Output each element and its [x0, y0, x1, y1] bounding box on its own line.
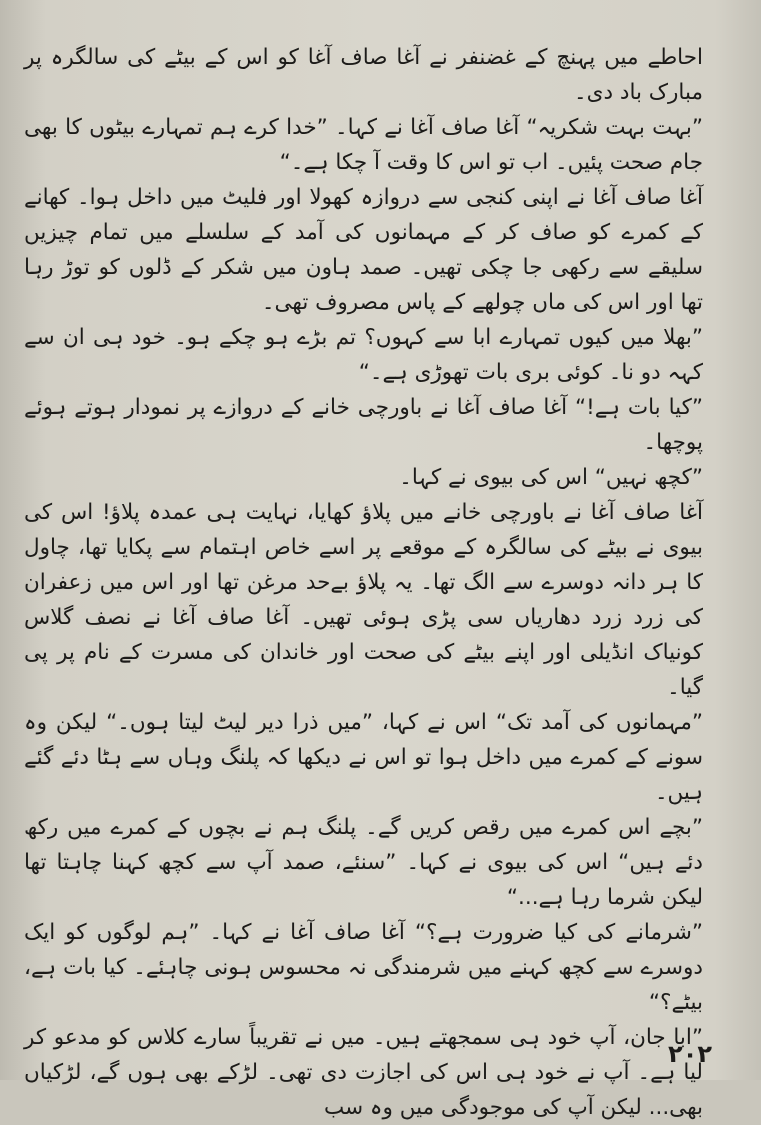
paragraph-8: ”مہمانوں کی آمد تک“ اس نے کہا، ”میں ذرا دیر لیٹ لیتا ہوں۔“ لیکن وہ سونے کے کمرے میں داخل ہوا تو اس نے دیکھا کہ پلنگ وہاں سے ہٹا دئے گئے ہیں۔ — [24, 710, 703, 805]
paragraph-3: آغا صاف آغا نے اپنی کنجی سے دروازہ کھولا اور فلیٹ میں داخل ہوا۔ کھانے کے کمرے کو صاف کر کے مہمانوں کی آمد کے سلسلے میں تمام چیزیں سلیقے سے رکھی جا چکی تھیں۔ صمد ہاون میں شکر کے ڈلوں کو توڑ رہا تھا اور اس کی ماں چولھے کے پاس مصروف تھی۔ — [24, 185, 703, 315]
paragraph-1: احاطے میں پہنچ کے غضنفر نے آغا صاف آغا کو اس کے بیٹے کی سالگرہ پر مبارک باد دی۔ — [24, 45, 703, 105]
paragraph-11: ”ابا جان، آپ خود ہی سمجھتے ہیں۔ میں نے تقریباً سارے کلاس کو مدعو کر لیا ہے۔ آپ نے خود ہی اس کی اجازت دی تھی۔ لڑکے بھی ہوں گے، لڑکیاں بھی... لیکن آپ کی موجودگی میں وہ سب — [24, 1025, 703, 1120]
paragraph-6: ”کچھ نہیں“ اس کی بیوی نے کہا۔ — [399, 465, 703, 490]
paragraph-7: آغا صاف آغا نے باورچی خانے میں پلاؤ کھایا، نہایت ہی عمدہ پلاؤ! اس کی بیوی نے بیٹے کی سالگرہ کے موقعے پر اسے خاص اہتمام سے پکایا تھا، چاول کا ہر دانہ دوسرے سے الگ تھا۔ یہ پلاؤ بےحد مرغن تھا اور اس میں زعفران کی زرد زرد دھاریاں سی پڑی ہوئی تھیں۔ آغا صاف آغا نے نصف گلاس کونیاک انڈیلی اور اپنے بیٹے کی صحت اور خاندان کی مسرت کے نام پر پی گیا۔ — [24, 500, 703, 700]
paragraph-4: ”بھلا میں کیوں تمہارے ابا سے کہوں؟ تم بڑے ہو چکے ہو۔ خود ہی ان سے کہہ دو نا۔ کوئی بری بات تھوڑی ہے۔“ — [24, 325, 703, 385]
paragraph-2: ”بہت بہت شکریہ“ آغا صاف آغا نے کہا۔ ”خدا کرے ہم تمہارے بیٹوں کا بھی جام صحت پئیں۔ اب تو اس کا وقت آ چکا ہے۔“ — [24, 115, 703, 175]
paragraph-5: ”کیا بات ہے!“ آغا صاف آغا نے باورچی خانے کے دروازے پر نمودار ہوتے ہوئے پوچھا۔ — [24, 395, 703, 455]
page-number: ۲۰۲ — [668, 1040, 712, 1068]
paragraph-9: ”بچے اس کمرے میں رقص کریں گے۔ پلنگ ہم نے بچوں کے کمرے میں رکھ دئے ہیں“ اس کی بیوی نے کہا۔ ”سنئے، صمد آپ سے کچھ کہنا چاہتا تھا لیکن شرما رہا ہے...“ — [24, 815, 703, 910]
paragraph-10: ”شرمانے کی کیا ضرورت ہے؟“ آغا صاف آغا نے کہا۔ ”ہم لوگوں کو ایک دوسرے سے کچھ کہنے میں شرمندگی نہ محسوس ہونی چاہئے۔ کیا بات ہے، بیٹے؟“ — [24, 920, 703, 1015]
body-text — [24, 40, 703, 1125]
